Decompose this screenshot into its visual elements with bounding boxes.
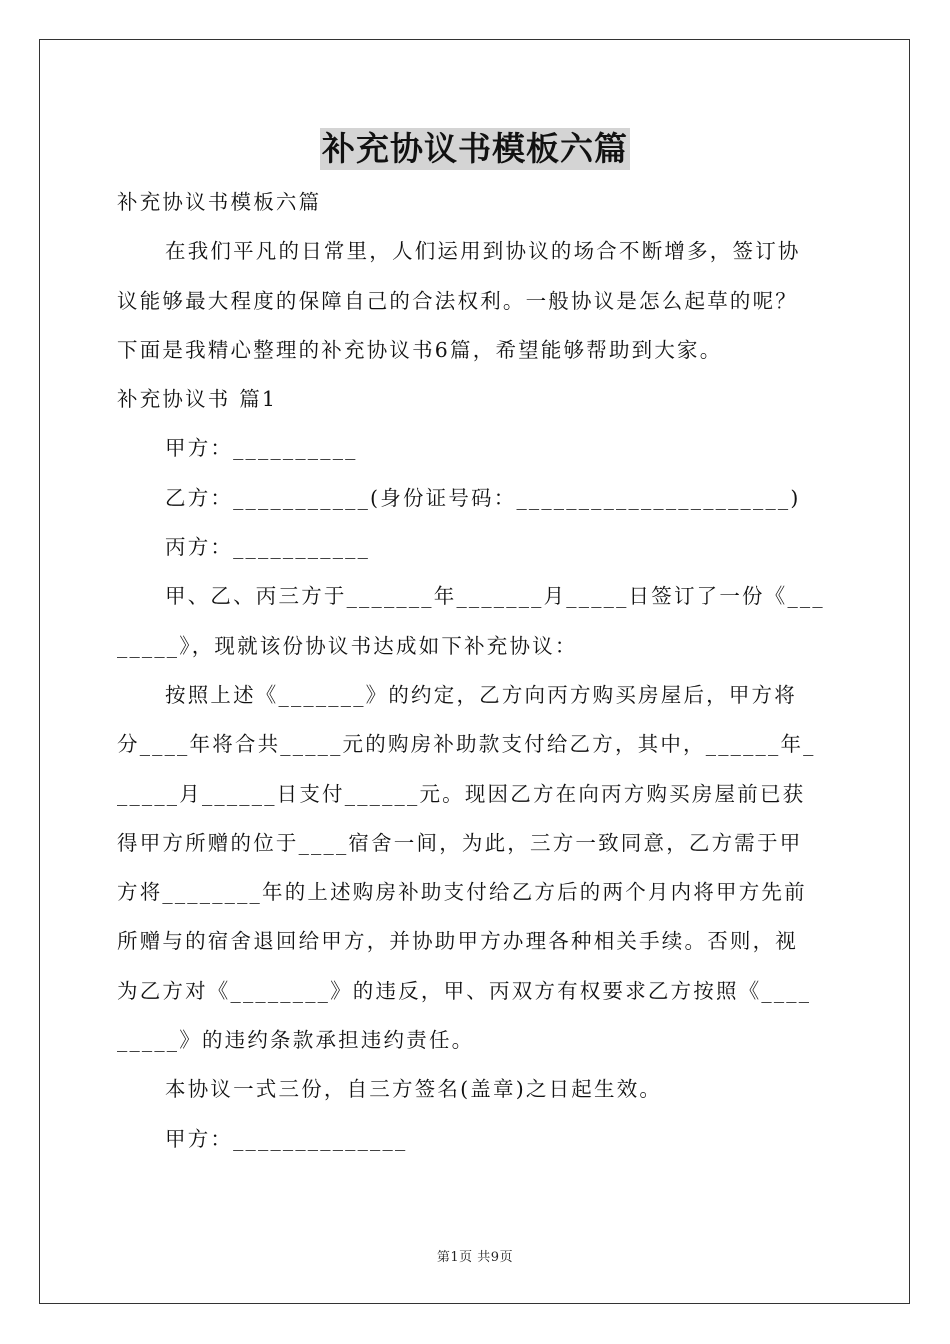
text-line: 乙方：___________(身份证号码：______________________) xyxy=(165,485,801,510)
text-line: 甲方：______________ xyxy=(165,1126,408,1151)
text-line: 补充协议书模板六篇 xyxy=(117,190,322,214)
text-line: 下面是我精心整理的补充协议书6篇，希望能够帮助到大家。 xyxy=(117,337,723,362)
text-line: 甲、乙、丙三方于_______年_______月_____日签订了一份《___ xyxy=(165,584,825,609)
text-line: 分____年将合共_____元的购房补助款支付给乙方，其中，______年_ xyxy=(117,732,816,757)
text-line: 丙方：___________ xyxy=(165,535,371,560)
text-line: _____》的违约条款承担违约责任。 xyxy=(117,1028,475,1053)
title-wrap xyxy=(0,128,950,170)
text-line: 按照上述《_______》的约定，乙方向丙方购买房屋后，甲方将 xyxy=(165,682,797,707)
text-line: 本协议一式三份，自三方签名(盖章)之日起生效。 xyxy=(165,1077,663,1102)
document-body xyxy=(117,178,835,1164)
text-line: 甲方：__________ xyxy=(165,436,358,461)
text-line: 议能够最大程度的保障自己的合法权利。一般协议是怎么起草的呢？ xyxy=(117,288,798,313)
text-line: 方将________年的上述购房补助支付给乙方后的两个月内将甲方先前 xyxy=(117,880,807,905)
text-line: 补充协议书 篇1 xyxy=(117,387,278,412)
document-title: 补充协议书模板六篇 xyxy=(322,129,628,168)
text-line: 得甲方所赠的位于____宿舍一间，为此，三方一致同意，乙方需于甲 xyxy=(117,830,803,855)
text-line: _____》，现就该份协议书达成如下补充协议： xyxy=(117,633,578,658)
text-line: 在我们平凡的日常里，人们运用到协议的场合不断增多，签订协 xyxy=(165,239,801,264)
text-line: _____月______日支付______元。现因乙方在向丙方购买房屋前已获 xyxy=(117,781,806,806)
page-footer: 第1页 共9页 xyxy=(436,1250,514,1265)
text-line: 为乙方对《________》的违反，甲、丙双方有权要求乙方按照《____ xyxy=(117,978,812,1003)
text-line: 所赠与的宿舍退回给甲方，并协助甲方办理各种相关手续。否则，视 xyxy=(117,929,798,954)
